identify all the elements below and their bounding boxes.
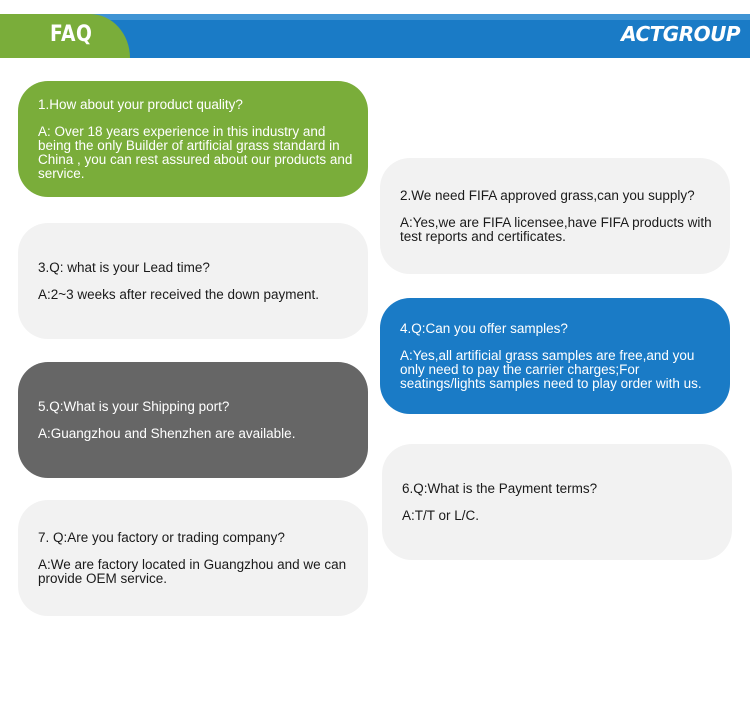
faq-question: 6.Q:What is the Payment terms? [402,481,598,496]
header-highlight [0,14,750,20]
faq-answer: A:2~3 weeks after received the down payment. [38,287,320,302]
faq-question: 7. Q:Are you factory or trading company? [38,530,285,545]
faq-card-4 [380,298,730,414]
faq-answer: A:Yes,all artificial grass samples are free,and you only need to pay the carrier charges;For seatings/lights samples need to play order with us. [400,348,702,391]
faq-answer: A:Yes,we are FIFA licensee,have FIFA products with test reports and certificates. [400,215,712,244]
faq-question: 2.We need FIFA approved grass,can you supply? [400,188,695,203]
faq-question: 1.How about your product quality? [38,97,243,112]
faq-question: 5.Q:What is your Shipping port? [38,399,230,414]
faq-question: 4.Q:Can you offer samples? [400,321,568,336]
brand-logo [621,22,740,50]
faq-card-7 [18,500,368,616]
faq-card-3 [18,223,368,339]
faq-question: 3.Q: what is your Lead time? [38,260,210,275]
faq-answer: A: Over 18 years experience in this industry and being the only Builder of artificial grass standard in China , you can rest assured about our products and service. [38,124,353,181]
faq-card-2 [380,158,730,274]
faq-answer: A:Guangzhou and Shenzhen are available. [38,426,296,441]
faq-header-bar [0,14,750,58]
logo-text: ACTGROUP [621,22,740,46]
faq-card-5 [18,362,368,478]
faq-answer: A:T/T or L/C. [402,508,480,523]
page-title: FAQ [50,22,93,47]
faq-card-6 [382,444,732,560]
faq-answer: A:We are factory located in Guangzhou and we can provide OEM service. [38,557,347,586]
faq-tab [0,14,130,58]
faq-card-1 [18,81,368,197]
